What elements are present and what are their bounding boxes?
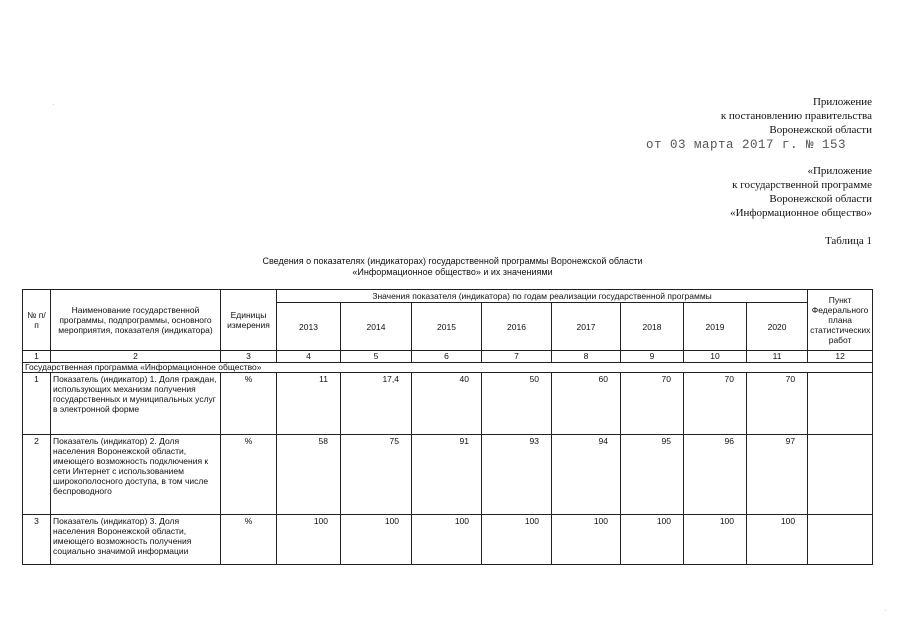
program-line: Воронежской области	[769, 193, 872, 205]
title-line-2: «Информационное общество» и их значениями	[352, 267, 553, 277]
column-number: 2	[51, 351, 221, 363]
row-value: 93	[482, 435, 552, 515]
row-num: 2	[23, 435, 51, 515]
row-value: 100	[482, 515, 552, 565]
scan-speck: ·	[52, 100, 55, 109]
row-value: 96	[684, 435, 747, 515]
header-name: Наименование государственной программы, подпрограммы, основного мероприятия, показателя (индикатора)	[51, 290, 221, 351]
table-number: Таблица 1	[824, 235, 872, 247]
row-federal	[808, 373, 873, 435]
header-year: 2018	[621, 303, 684, 351]
row-name: Показатель (индикатор) 3. Доля населения Воронежской области, имеющего возможность получения социально значимой информации	[51, 515, 221, 565]
column-number: 11	[747, 351, 808, 363]
date-stamp: от 03 марта 2017 г. № 153	[646, 138, 847, 152]
row-value: 60	[552, 373, 621, 435]
row-unit: %	[221, 373, 277, 435]
section-row	[23, 363, 873, 373]
row-value: 95	[621, 435, 684, 515]
row-unit: %	[221, 515, 277, 565]
program-header	[730, 164, 872, 220]
attachment-line: к постановлению правительства	[720, 110, 872, 122]
header-year: 2019	[684, 303, 747, 351]
attachment-header	[721, 95, 872, 137]
header-year: 2014	[341, 303, 412, 351]
row-value: 40	[412, 373, 482, 435]
program-line: к государственной программе	[732, 179, 872, 191]
row-value: 50	[482, 373, 552, 435]
row-value: 100	[621, 515, 684, 565]
header-year: 2016	[482, 303, 552, 351]
row-value: 100	[552, 515, 621, 565]
row-value: 97	[747, 435, 808, 515]
row-value: 100	[341, 515, 412, 565]
column-number: 8	[552, 351, 621, 363]
header-unit: Единицы измерения	[221, 290, 277, 351]
column-number: 3	[221, 351, 277, 363]
row-federal	[808, 515, 873, 565]
row-value: 11	[277, 373, 341, 435]
column-number: 7	[482, 351, 552, 363]
row-value: 100	[747, 515, 808, 565]
row-name: Показатель (индикатор) 2. Доля населения Воронежской области, имеющего возможность подключения к сети Интернет с использованием широкополосного доступа, в том числе беспроводного	[51, 435, 221, 515]
header-values-group: Значения показателя (индикатора) по годам реализации государственной программы	[277, 290, 808, 303]
attachment-line: Приложение	[812, 96, 872, 108]
row-value: 58	[277, 435, 341, 515]
column-number: 5	[341, 351, 412, 363]
row-value: 94	[552, 435, 621, 515]
row-value: 91	[412, 435, 482, 515]
table-row	[23, 515, 873, 565]
attachment-line: Воронежской области	[769, 124, 872, 136]
column-number: 9	[621, 351, 684, 363]
column-number-row	[23, 351, 873, 363]
row-value: 100	[412, 515, 482, 565]
row-value: 100	[684, 515, 747, 565]
row-value: 100	[277, 515, 341, 565]
header-year: 2017	[552, 303, 621, 351]
table-row	[23, 373, 873, 435]
row-num: 1	[23, 373, 51, 435]
row-unit: %	[221, 435, 277, 515]
column-number: 4	[277, 351, 341, 363]
column-number: 6	[412, 351, 482, 363]
section-title: Государственная программа «Информационное общество»	[23, 363, 873, 373]
document-title	[0, 256, 905, 278]
row-value: 17,4	[341, 373, 412, 435]
column-number: 12	[808, 351, 873, 363]
header-year: 2015	[412, 303, 482, 351]
row-value: 70	[684, 373, 747, 435]
header-year: 2013	[277, 303, 341, 351]
header-year: 2020	[747, 303, 808, 351]
row-value: 70	[747, 373, 808, 435]
row-value: 70	[621, 373, 684, 435]
row-num: 3	[23, 515, 51, 565]
program-line: «Приложение	[807, 165, 872, 177]
column-number: 1	[23, 351, 51, 363]
scan-speck: ·	[884, 606, 887, 615]
column-number: 10	[684, 351, 747, 363]
row-federal	[808, 435, 873, 515]
header-federal: Пункт Федерального плана статистических работ	[808, 290, 873, 351]
row-value: 75	[341, 435, 412, 515]
title-line-1: Сведения о показателях (индикаторах) государственной программы Воронежской области	[262, 256, 643, 266]
header-num: № п/п	[23, 290, 51, 351]
indicators-table	[22, 289, 873, 565]
row-name: Показатель (индикатор) 1. Доля граждан, использующих механизм получения государственных и муниципальных услуг в электронной форме	[51, 373, 221, 435]
table-row	[23, 435, 873, 515]
program-line: «Информационное общество»	[730, 207, 872, 219]
